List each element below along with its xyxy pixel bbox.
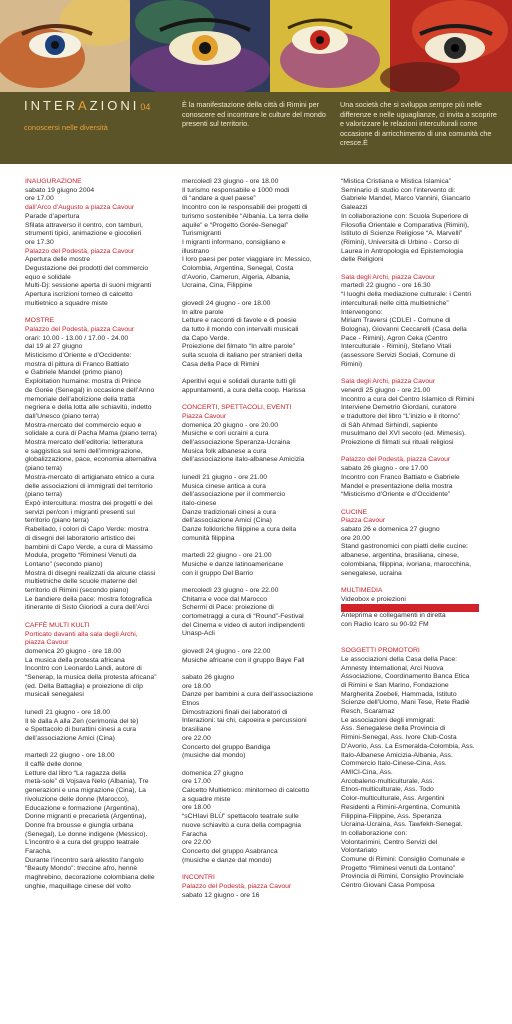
program-line: Danze per bambini a cura dell’associazione [182,691,314,699]
program-line: maghrebino, decorazione colombiana delle [25,874,155,882]
program-line: mostra di pittura di Franco Battiato [25,360,129,368]
spacer [182,291,334,300]
program-line: dell’associazione Speranza-Ucraina [182,439,291,447]
program-line: Italo-Albanese Amicizia-Albania, Ass. [341,751,453,759]
program-line: dell’associazione per il commercio [182,491,286,499]
program-line: Miriam Traversi (CDLEI - Comune di [341,317,451,325]
program-line: Etnos-multiculturale, Ass. Todo [341,786,434,794]
program-line: Le associazioni degli immigrati: [341,716,436,724]
spacer [182,665,334,674]
program-line: brasiliane [182,726,212,734]
program-line: Filippina-Filippine, Ass. Speranza [341,812,442,820]
program-line: (piano terra) [25,465,63,473]
program-line: ore 17.30 [25,238,54,246]
section-heading: Piazza Cavour [341,517,386,525]
spacer [341,630,501,639]
program-line: musicali senegalesi [25,691,84,699]
program-line: Ass. Senegalese della Provincia di [341,725,446,733]
program-line: Seminario di studio con l’intervento di: [341,186,456,194]
program-line: martedì 22 giugno - ore 21.00 [182,552,272,560]
program-line: Durante l’incontro sarà allestito l’angolo [25,856,144,864]
program-line: (ed. Della Battaglia) e proiezione di clip [25,682,143,690]
program-line: Commercio Italo-Cinese-Cina, Ass. [341,760,447,768]
program-line: territorio (piano terra) [25,517,89,525]
program-line: Pace - Rimini), Agron Ceka (Centro [341,334,448,342]
program-line: Letture dal libro “La ragazza della [25,769,126,777]
program-line: I loro paesi per poter viaggiare in: Messico, [182,256,312,264]
program-line: (musiche e danze dal mondo) [182,856,272,864]
program-line: Faracha. [25,848,52,856]
spacer [25,744,177,753]
section-heading: MOSTRE [25,317,55,325]
program-line: Danze folkloriche filippine a cura della [182,526,297,534]
program-line: Unasp-Acli [182,630,215,638]
program-line: Mostra-mercato del commercio equo e [25,421,142,429]
program-line: Stand gastronomici con piatti delle cucine: [341,543,468,551]
program-line: de Gorée (Senegal) in occasione dell’Anno [25,386,155,394]
program-line: Letture e racconti di favole e di poesie [182,317,297,325]
program-line: “sCHIavi BLÙ” spettacolo teatrale sulle [182,813,299,821]
program-line: dal 19 al 27 giugno [25,343,83,351]
spacer [182,578,334,587]
program-line: albanese, argentina, brasiliana, cinese, [341,552,459,560]
program-line: Calcetto Multietnico: minitorneo di calcetto [182,787,310,795]
program-column-1 [25,178,177,892]
program-line: del Cinema e video di autori indipendenti [182,621,305,629]
section-heading: Porticato davanti alla sala degli Archi, [25,630,138,638]
program-line: Videobox e proiezioni [341,595,406,603]
program-line: ore 22.00 [182,839,211,847]
program-line: di Sâh Ahmad Sirhindî, sapiente [341,421,438,429]
program-line: Interculturale - Rimini), Stefano Vitali [341,343,452,351]
program-line: Ucraina-Ucraina, Ass. Tawfekh-Senegal. [341,821,463,829]
program-line: delle associazioni di immigrati del territorio [25,482,153,490]
program-line: equo e solidale [25,273,71,281]
program-line: Il turismo responsabile e 1000 modi [182,186,290,194]
program-line: e saggistica sui temi dell’immigrazione, [25,447,143,455]
brand-title-pre: INTER [24,98,78,113]
program-line: domenica 20 giugno - ore 18.00 [25,647,121,655]
program-line: unghie, maquillage cinese del volto [25,882,131,890]
program-line: Faracha [182,830,207,838]
spacer [182,865,334,874]
program-line: Incontro con Franco Battiato e Gabriele [341,473,460,481]
program-line: delle Religioni [341,256,384,264]
program-line: senegalese, ucraina [341,569,402,577]
section-heading: Sala degli Archi, piazza Cavour [341,273,436,281]
program-line: Schermi di Pace: proiezione di [182,604,274,612]
program-line: lunedì 21 giugno - ore 18.00 [25,708,111,716]
program-line: Educazione e formazione (Argentina), [25,804,140,812]
program-line: globalizzazione, pace, economia alternativa [25,456,157,464]
program-line: Donne fra brousse e giungla urbana [25,821,134,829]
program-line: Concerto del gruppo Asabranca [182,848,278,855]
program-column-3 [341,178,501,891]
program-line: Comune di Rimini: Consiglio Comunale e [341,856,465,864]
section-heading: Palazzo del Podestà, piazza Cavour [341,456,451,464]
program-line: Galeazzi [341,204,368,212]
program-line: Resch, Scaramaz [341,708,395,716]
program-line: Mandel e presentazione della mostra [341,482,453,490]
program-line: ore 17.00 [25,195,54,203]
program-line: Turismigranti [182,230,222,238]
program-line: Arcobaleno-multiculturale, Ass. [341,777,435,785]
spacer [341,578,501,587]
spacer [341,500,501,509]
redacted-line [341,604,479,612]
program-line: Modula, progetto “Riminesi Venuti da [25,552,137,560]
program-line: Volontarimini, Centro Servizi del [341,838,438,846]
program-line: itinerante di Sisto Gioriodi a cura dell’Arci [25,604,149,612]
program-line: Le bandiere della pace: mostra fotografica [25,595,152,603]
program-line: sabato 26 giugno - ore 17.00 [341,465,428,473]
section-heading: CUCINE [341,508,368,516]
program-line: Proiezione del filmato “In altre parole” [182,343,295,351]
spacer [182,761,334,770]
program-line: servizi per/con i migranti presenti sul [25,508,135,516]
intro-text-1: È la manifestazione della città di Rimini per conoscere ed incontrare le culture del mondo presenti sul territorio. [182,100,326,129]
program-line: interculturali nelle città multietniche” [341,299,449,307]
program-line: “Beauty Mondo”: treccine afro, hennè [25,865,138,873]
program-line: D’Avorio, Ass. La Esmeralda-Colombia, Ass. [341,742,475,750]
spacer [182,639,334,648]
spacer [341,369,501,378]
program-line: Incontro con Leonardo Landi, autore di [25,665,142,673]
section-heading: CAFFÈ MULTI KULTI [25,621,90,629]
program-line: sabato 19 giugno 2004 [25,186,95,194]
spacer [182,465,334,474]
program-line: orari: 10.00 - 13.00 / 17.00 - 24.00 [25,334,129,342]
program-line: “Senerap, la musica della protesta africana” [25,674,157,682]
program-line: lunedì 21 giugno - ore 21.00 [182,473,268,481]
program-line: Lontano” (secondo piano) [25,560,103,568]
program-line: Apertura iscrizioni torneo di calcetto [25,291,133,299]
section-heading: INAUGURAZIONE [25,178,82,185]
brand-title-accent: A [78,98,90,113]
program-line: ore 20.00 [341,534,370,542]
program-line: (piano terra) [25,491,63,499]
program-line: L’incontro è a cura del gruppo teatrale [25,839,140,847]
program-line: ore 22.00 [182,734,211,742]
program-line: territorio di Rimini (secondo piano) [25,587,129,595]
spacer [341,638,501,647]
program-line: rivoluzione delle donne (Marocco), [25,795,129,803]
program-line: con Radio Icaro su 90-92 FM [341,621,429,629]
program-line: Centro Giovani Casa Pomposa [341,882,435,890]
program-line: Rimini-Senegal, Ass. Ivore Club-Costa [341,734,457,742]
spacer [182,543,334,552]
program-line: dell’associazione Amici (Cina) [25,734,115,742]
section-heading: CONCERTI, SPETTACOLI, EVENTI [182,404,292,412]
program-line: giovedì 24 giugno - ore 18.00 [182,299,271,307]
program-line: ore 18.00 [182,804,211,812]
program-line: Istituto di Scienze Religiose “A. Marvelli” [341,230,463,238]
program-line: Scienze dell’Uomo, Mani Tese, Rete Radiè [341,699,470,707]
program-line: Incontro con le responsabili dei progetti di [182,204,308,212]
program-line: e Gabriele Mandel (primo piano) [25,369,123,377]
painted-faces-image [0,0,512,92]
spacer [25,309,177,318]
program-line: Mostra di disegni realizzati da alcune classi [25,569,156,577]
program-line: appuntamenti, a cura della coop. Harissa [182,386,306,394]
program-line: negriera e della lotta alle schiavitù, indetto [25,404,152,412]
section-heading: INCONTRI [182,874,215,882]
section-heading: piazza Cavour [25,639,69,647]
program-line: dell’associazione italo-albanese Amicizia [182,456,305,464]
program-line: I migranti informano, consigliano e [182,238,286,246]
program-line: Residenti a Rimini-Argentina, Comunità [341,803,460,811]
program-line: Volontariato [341,847,377,855]
program-line: Interviene Demetrio Giordani, curatore [341,404,457,412]
program-line: “I luoghi della mediazione culturale: i Centri [341,291,471,299]
program-line: multietniche delle scuole materne del [25,578,137,586]
program-line: mercoledì 23 giugno - ore 22.00 [182,586,279,594]
tagline: conoscersi nelle diversità [24,123,108,132]
program-line: sabato 26 e domenica 27 giugno [341,526,440,534]
program-line: Musica folk albanese a cura [182,447,267,455]
program-line: Degustazione dei prodotti del commercio [25,265,149,273]
program-line: Gabriele Mandel, Marco Vannini, Giancarlo [341,195,471,203]
program-line: Rabellado, i colori di Capo Verde: mostra [25,526,149,534]
program-line: a squadre miste [182,795,231,803]
program-line: da Capo Verde. [182,334,230,342]
program-line: di “andare a quel paese” [182,195,256,203]
program-line: comunità filippina [182,534,235,542]
program-line: Parade d’apertura [25,212,80,220]
spacer [182,369,334,378]
program-line: In collaborazione con: [341,829,408,837]
program-line: con il gruppo Del Barrio [182,569,254,577]
program-line: cortometraggi a cura di “Round”-Festival [182,613,304,621]
program-line: Filosofia Orientale e Comparativa (Rimini), [341,221,470,229]
section-heading: Palazzo del Podestà, piazza Cavour [25,247,135,255]
program-line: dell’associazione Amici (Cina) [182,517,272,525]
program-line: turismo sostenibile “Albania. La terra delle [182,212,309,220]
program-line: ore 17.00 [182,778,211,786]
program-line: Musiche africane con il gruppo Baye Fall [182,656,305,664]
program-line: “Mistica Cristiana e Mistica Islamica” [341,178,451,185]
program-line: e Spettacolo di burattini cinesi a cura [25,726,137,734]
program-line: ore 18.00 [182,682,211,690]
spacer [25,613,177,622]
program-line: mercoledì 23 giugno - ore 18.00 [182,178,279,185]
section-heading: Palazzo del Podestà, piazza Cavour [182,882,292,890]
program-line: Amnesty International, Arci Nuova [341,664,444,672]
program-line: Associazione, Coordinamento Banca Etica [341,673,470,681]
program-line: di Rimini e San Marino, Fondazione [341,681,449,689]
program-line: Expò intercultura: mostra dei progetti e dei [25,500,153,507]
program-line: metà-sole” di Vojsava Nelo (Albania), Tre [25,778,149,786]
program-line: Color-multiculturale, Ass. Argentini [341,795,445,803]
program-line: venerdì 25 giugno - ore 21.00 [341,386,431,394]
section-heading: MULTIMEDIA [341,586,383,594]
section-heading: dall’Arco d’Augusto a piazza Cavour [25,204,135,212]
program-line: (assessore Servizi Sociali, Comune di [341,352,456,360]
program-line: Mostra mercato dell’editoria: letteratura [25,439,143,447]
program-line: martedì 22 giugno - ore 18.00 [25,752,115,760]
program-line: In collaborazione con: Scuola Superiore di [341,212,469,220]
spacer [25,700,177,709]
program-line: colombiana, filippina, ivoriana, marocchina, [341,560,471,568]
program-line: di disegni del laboratorio artistico dei [25,534,135,542]
program-line: solidale a cura di Pacha Mama (piano terra) [25,430,157,438]
program-line: In altre parole [182,308,224,316]
program-line: musulmano del XVI secolo (ed. Mimesis). [341,430,467,438]
program-line: Misticismo d’Oriente e d’Occidente: [25,352,132,360]
program-line: da tutto il mondo con intervalli musicali [182,325,299,333]
program-line: generazioni e una migrazione (Cina), La [25,787,146,795]
brand-edition-number: 04 [140,102,151,112]
program-line: Laurea in Antropologia ed Epistemologia [341,247,464,255]
program-line: (Senegal), Le donne indigene (Messico). [25,830,148,838]
program-line: nuove schiavitù a cura della compagnia [182,821,302,829]
program-line: Apertura delle mostre [25,256,90,264]
program-line: memoriale dell’abolizione della tratta [25,395,135,403]
program-line: bambini di Capo Verde, a cura di Massimo [25,543,153,551]
program-line: “Misticismo d’Oriente e d’Occidente” [341,491,451,499]
program-line: italo-cinese [182,499,217,507]
program-line: Proiezione di filmati sui rituali religiosi [341,439,454,447]
hero-artwork [0,0,512,92]
program-line: d’Avorio, Camerun, Algeria, Albania, [182,273,291,281]
program-line: Danze tradizionali cinesi a cura [182,508,277,516]
program-line: giovedì 24 giugno - ore 22.00 [182,647,271,655]
spacer [182,396,334,405]
program-line: aquile” e “Progetto Gorée-Senegal” [182,221,289,229]
program-line: Margherita Zoebeli, Hammada, Istituto [341,690,457,698]
section-heading: Palazzo del Podestà, piazza Cavour [25,325,135,333]
program-line: Donne migranti e precarietà (Argentina), [25,813,147,821]
program-line: (musiche dal mondo) [182,752,246,760]
section-heading: SOGGETTI PROMOTORI [341,647,420,655]
program-line: sulla scuola di italiano per stranieri della [182,352,303,360]
program-line: Il tè dalla A alla Zen (cerimonia del tè) [25,717,139,725]
program-line: sabato 12 giugno - ore 16 [182,891,260,899]
program-line: illustrano [182,247,210,255]
program-column-2 [182,178,334,900]
program-line: Aperitivi equi e solidali durante tutti gli [182,378,296,386]
program-line: Le associazioni della Casa della Pace: [341,655,457,663]
program-line: Musiche e danze latinoamericane [182,560,284,568]
spacer [341,448,501,457]
program-line: Rimini) [341,360,363,368]
program-line: Anteprima e collegamenti in diretta [341,612,446,620]
program-line: Mostra-mercato di artigianato etnico a cura [25,473,155,481]
program-line: sabato 26 giugno [182,673,235,681]
program-line: dall’Unesco (piano terra) [25,412,100,420]
program-line: La musica della protesta africana [25,656,125,664]
program-line: Interazioni: tai chi, capoeira e percussioni [182,717,307,725]
program-line: Colombia, Argentina, Senegal, Costa [182,265,294,273]
program-line: Etnos [182,700,200,708]
program-line: Provincia di Rimini, Consiglio Provinciale [341,873,464,881]
section-heading: Sala degli Archi, piazza Cavour [341,378,436,386]
program-line: Exploitation humaine: mostra di Prince [25,378,141,386]
program-line: Chitarra e voce dal Marocco [182,595,267,603]
program-line: strumenti tipici, animazione e giocolieri [25,230,142,238]
section-heading: Piazza Cavour [182,412,227,420]
program-line: Casa della Pace di Rimini [182,360,260,368]
program-line: (Rimini), Università di Urbino - Corso di [341,238,459,246]
program-line: Concerto del gruppo Bandiga [182,743,271,751]
program-line: Sfilata attraverso il centro, con tamburi, [25,221,143,229]
intro-text-2: Una società che si sviluppa sempre più nelle differenze e nelle uguaglianze, ci invita a scoprire e valorizzare le relazioni interculturali come occasione di arricchimento di una comunità che cresce.È [340,100,497,148]
program-line: Bologna), Giovanni Ceccarelli (Casa della [341,325,467,333]
program-line: e traduttore del libro “L’inizio e il ritorno” [341,412,461,420]
program-line: domenica 20 giugno - ore 20.00 [182,421,278,429]
program-line: Ucraina, Cina, Filippine [182,282,253,290]
brand-title-post: ZIONI [89,98,140,113]
program-line: multietnico a squadre miste [25,299,108,307]
program-line: martedì 22 giugno - ore 16.30 [341,282,431,290]
program-line: Intervengono: [341,308,383,316]
brand-title [24,98,150,113]
program-line: Dimostrazioni finali dei laboratori di [182,708,288,716]
spacer [341,265,501,274]
program-line: Musiche e cori ucraini a cura [182,430,269,438]
program-line: Incontro a cura del Centro Islamico di Rimini [341,395,475,403]
program-line: AMICI-Cina, Ass. [341,769,393,776]
program-line: Multi-Dj: sessione aperta di suoni migranti [25,282,152,290]
program-line: Progetto “Riminesi venuti da Lontano” [341,864,456,872]
program-line: Musica cinese antica a cura [182,482,266,490]
program-line: domenica 27 giugno [182,769,244,777]
program-line: Il caffè delle donne [25,761,82,769]
